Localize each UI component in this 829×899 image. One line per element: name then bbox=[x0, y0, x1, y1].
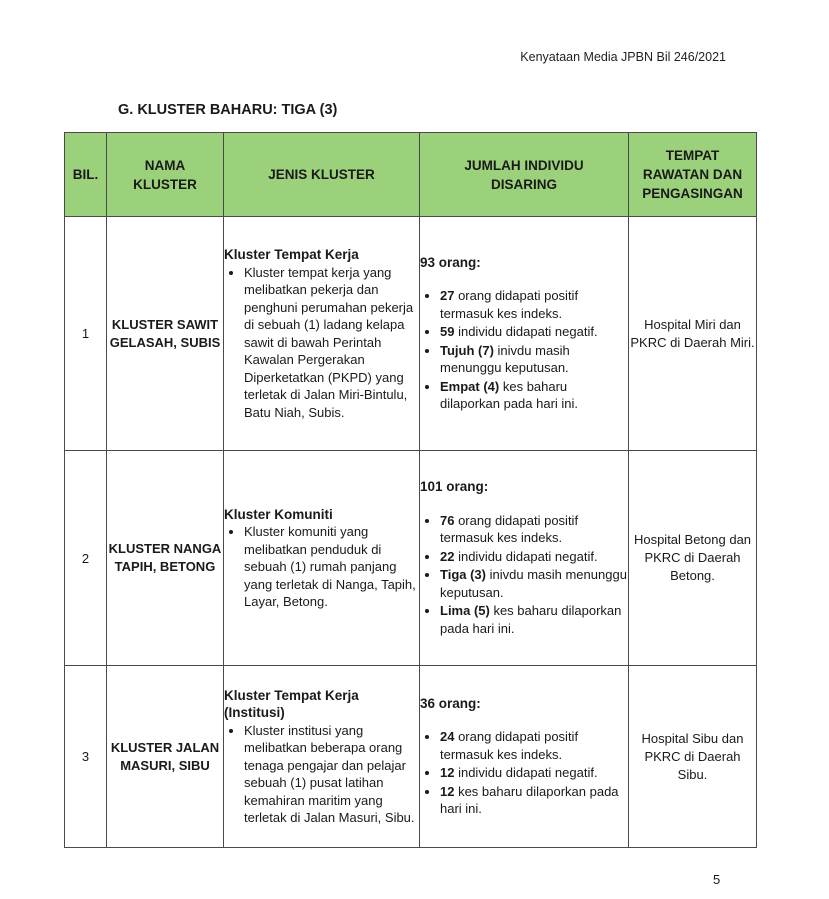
list-item: • 27 orang didapati positif termasuk kes indeks. bbox=[440, 287, 628, 322]
header-bil: BIL. bbox=[65, 133, 107, 217]
list-item: • Tiga (3) inivdu masih menunggu keputusan. bbox=[440, 566, 628, 601]
row-number: 3 bbox=[65, 666, 107, 848]
header-jumlah: JUMLAH INDIVIDU DISARING bbox=[420, 133, 629, 217]
header-nama: NAMA KLUSTER bbox=[107, 133, 224, 217]
screened-cell bbox=[420, 451, 629, 666]
list-item: • Tujuh (7) inivdu masih menunggu keputusan. bbox=[440, 342, 628, 377]
cluster-type-cell bbox=[224, 217, 420, 451]
list-item: • 24 orang didapati positif termasuk kes indeks. bbox=[440, 728, 628, 763]
cluster-name: KLUSTER JALAN MASURI, SIBU bbox=[107, 666, 224, 848]
list-item: • 12 kes baharu dilaporkan pada hari ini. bbox=[440, 783, 628, 818]
cluster-type-description: • Kluster tempat kerja yang melibatkan pekerja dan penghuni perumahan pekerja di sebuah (1) ladang kelapa sawit di bawah Perintah Kawalan Pergerakan Diperketatkan (PKPD) yang terletak di Jalan Miri-Bintulu, Batu Niah, Subis. bbox=[244, 264, 419, 422]
section-title: G. KLUSTER BAHARU: TIGA (3) bbox=[118, 102, 338, 118]
list-item: • 59 individu didapati negatif. bbox=[440, 323, 628, 341]
list-item: • Lima (5) kes baharu dilaporkan pada hari ini. bbox=[440, 602, 628, 637]
cluster-type-cell bbox=[224, 451, 420, 666]
table-row bbox=[65, 451, 757, 666]
list-item: • 22 individu didapati negatif. bbox=[440, 548, 628, 566]
cluster-type-description: • Kluster komuniti yang melibatkan penduduk di sebuah (1) rumah panjang yang terletak di Nanga, Tapih, Layar, Betong. bbox=[244, 523, 419, 611]
screened-cell bbox=[420, 666, 629, 848]
treatment-location: Hospital Miri dan PKRC di Daerah Miri. bbox=[629, 217, 757, 451]
table-row bbox=[65, 666, 757, 848]
header-jenis: JENIS KLUSTER bbox=[224, 133, 420, 217]
screened-cell bbox=[420, 217, 629, 451]
cluster-type-description: • Kluster institusi yang melibatkan beberapa orang tenaga pengajar dan pelajar sebuah (1) pusat latihan kemahiran maritim yang terletak di Jalan Masuri, Sibu. bbox=[244, 722, 419, 827]
header-tempat: TEMPAT RAWATAN DAN PENGASINGAN bbox=[629, 133, 757, 217]
cluster-name: KLUSTER SAWIT GELASAH, SUBIS bbox=[107, 217, 224, 451]
row-number: 2 bbox=[65, 451, 107, 666]
page-number: 5 bbox=[713, 872, 721, 887]
list-item: • 12 individu didapati negatif. bbox=[440, 764, 628, 782]
cluster-type-title: Kluster Tempat Kerja bbox=[224, 247, 359, 262]
table-header-row bbox=[65, 133, 757, 217]
treatment-location: Hospital Betong dan PKRC di Daerah Betong. bbox=[629, 451, 757, 666]
cluster-type-title: Kluster Komuniti bbox=[224, 506, 333, 522]
screened-total: 93 orang: bbox=[420, 254, 481, 270]
cluster-type-title: Kluster Tempat Kerja (Institusi) bbox=[224, 687, 359, 720]
cluster-type-cell bbox=[224, 666, 420, 848]
cluster-name: KLUSTER NANGA TAPIH, BETONG bbox=[107, 451, 224, 666]
treatment-location: Hospital Sibu dan PKRC di Daerah Sibu. bbox=[629, 666, 757, 848]
screened-total: 101 orang: bbox=[420, 479, 489, 494]
cluster-table bbox=[64, 132, 757, 848]
screened-total: 36 orang: bbox=[420, 695, 481, 711]
list-item: • Empat (4) kes baharu dilaporkan pada hari ini. bbox=[440, 378, 628, 413]
table-row bbox=[65, 217, 757, 451]
document-reference: Kenyataan Media JPBN Bil 246/2021 bbox=[520, 50, 726, 64]
row-number: 1 bbox=[65, 217, 107, 451]
list-item: • 76 orang didapati positif termasuk kes indeks. bbox=[440, 512, 628, 547]
